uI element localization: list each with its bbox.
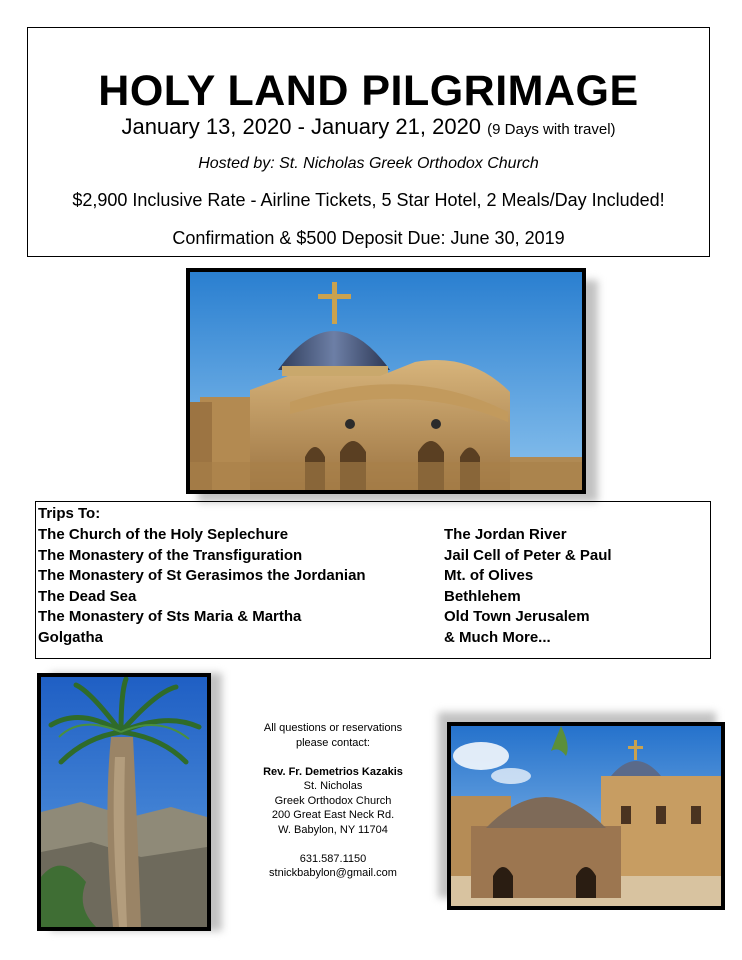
contact-org-line1: St. Nicholas [303, 780, 363, 792]
trip-duration: (9 Days with travel) [487, 121, 616, 138]
trips-heading: Trips To: [38, 505, 101, 522]
jerusalem-courtyard-photo [447, 722, 725, 910]
contact-email: stnickbabylon@gmail.com [269, 867, 397, 879]
list-item: Golgatha [38, 628, 104, 646]
inclusive-rate: $2,900 Inclusive Rate - Airline Tickets, 5 Star Hotel, 2 Meals/Day Included! [72, 190, 665, 210]
deposit-deadline: Confirmation & $500 Deposit Due: June 30, 2019 [172, 228, 565, 248]
contact-address-line1: 200 Great East Neck Rd. [271, 809, 395, 821]
trips-right-list [444, 525, 612, 649]
trips-section [35, 501, 711, 659]
list-item: Jail Cell of Peter & Paul [444, 546, 612, 564]
page-title: HOLY LAND PILGRIMAGE [98, 67, 639, 115]
date-range: January 13, 2020 - January 21, 2020 [121, 114, 482, 139]
list-item: & Much More... [444, 628, 551, 646]
contact-name: Rev. Fr. Demetrios Kazakis [263, 765, 403, 778]
trips-left-list [38, 525, 366, 649]
contact-info [240, 721, 426, 881]
contact-phone: 631.587.1150 [299, 852, 367, 865]
jerusalem-courtyard-image [451, 726, 721, 906]
list-item: Bethlehem [444, 587, 521, 605]
palm-tree-photo [37, 673, 211, 931]
contact-org-line2: Greek Orthodox Church [274, 794, 392, 807]
hosted-by: Hosted by: St. Nicholas Greek Orthodox Church [198, 155, 539, 172]
list-item: The Monastery of St Gerasimos the Jordanian [38, 567, 366, 585]
list-item: The Monastery of the Transfiguration [38, 546, 303, 564]
church-dome-photo [186, 268, 586, 494]
list-item: The Monastery of Sts Maria & Martha [38, 608, 302, 626]
palm-tree-image [41, 677, 207, 927]
list-item: Old Town Jerusalem [444, 608, 590, 626]
list-item: The Jordan River [444, 526, 567, 543]
list-item: Mt. of Olives [444, 567, 534, 585]
church-dome-image [190, 272, 582, 490]
trip-dates [28, 114, 709, 140]
header-box [27, 27, 710, 257]
contact-intro-line2: please contact: [296, 736, 370, 749]
list-item: The Dead Sea [38, 587, 137, 605]
contact-intro-line1: All questions or reservations [263, 722, 403, 734]
contact-address-line2: W. Babylon, NY 11704 [278, 823, 388, 836]
list-item: The Church of the Holy Seplechure [38, 526, 289, 543]
